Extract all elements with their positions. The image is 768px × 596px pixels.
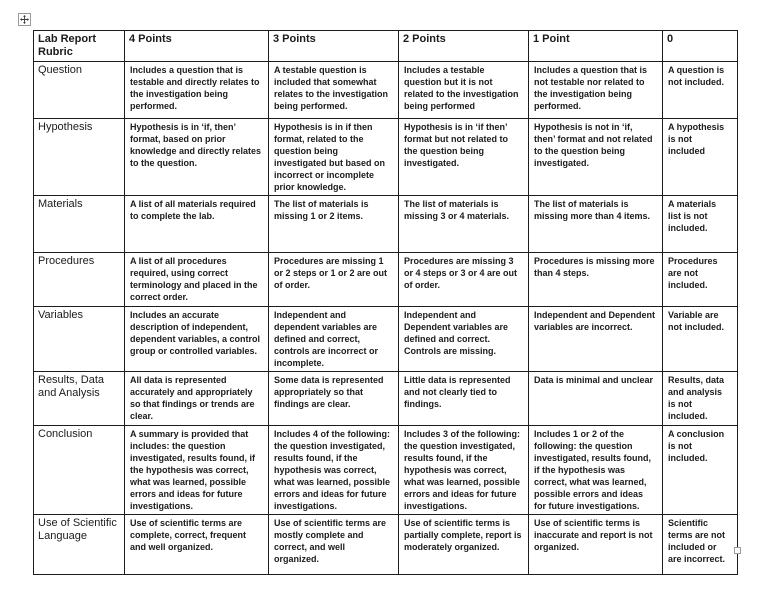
rubric-cell[interactable]: Hypothesis is in if then format, related to the question being investigated but based on incorrect or incomplete prior knowledge. (269, 119, 399, 196)
table-row (34, 515, 738, 575)
rubric-cell[interactable]: Includes 1 or 2 of the following: the question investigated, results found, if the hypothesis was correct, what was learned, possible errors and ideas for future investigations. (529, 426, 663, 515)
rubric-cell[interactable]: Little data is represented and not clearly tied to findings. (399, 372, 529, 426)
rubric-cell[interactable]: Hypothesis is not in ‘if, then’ format and not related to the question being investigated. (529, 119, 663, 196)
rubric-cell[interactable]: Scientific terms are not included or are incorrect. (663, 515, 738, 575)
row-label-materials[interactable]: Materials (34, 196, 125, 253)
table-row (34, 62, 738, 119)
header-4-points[interactable]: 4 Points (125, 31, 269, 62)
rubric-cell[interactable]: All data is represented accurately and appropriately so that findings or trends are clear. (125, 372, 269, 426)
rubric-cell[interactable]: Some data is represented appropriately so that findings are clear. (269, 372, 399, 426)
move-table-icon (20, 15, 29, 24)
table-row (34, 307, 738, 372)
table-row (34, 372, 738, 426)
rubric-cell[interactable]: A hypothesis is not included (663, 119, 738, 196)
header-3-points[interactable]: 3 Points (269, 31, 399, 62)
rubric-cell[interactable]: Procedures are not included. (663, 253, 738, 307)
row-label-results-data-analysis[interactable]: Results, Data and Analysis (34, 372, 125, 426)
rubric-cell[interactable]: Procedures are missing 1 or 2 steps or 1 or 2 are out of order. (269, 253, 399, 307)
rubric-cell[interactable]: Results, data and analysis is not included. (663, 372, 738, 426)
rubric-cell[interactable]: Includes 3 of the following: the question investigated, results found, if the hypothesis was correct, what was learned, possible errors and ideas for future investigations. (399, 426, 529, 515)
table-row (34, 426, 738, 515)
table-row (34, 253, 738, 307)
table-row (34, 196, 738, 253)
rubric-cell[interactable]: Use of scientific terms are mostly complete and correct, and well organized. (269, 515, 399, 575)
rubric-cell[interactable]: Use of scientific terms are complete, correct, frequent and well organized. (125, 515, 269, 575)
rubric-cell[interactable]: Includes 4 of the following: the question investigated, results found, if the hypothesis was correct, what was learned, possible errors and ideas for future investigations. (269, 426, 399, 515)
table-resize-handle[interactable] (734, 547, 741, 554)
rubric-cell[interactable]: A testable question is included that somewhat relates to the investigation being performed. (269, 62, 399, 119)
table-row (34, 119, 738, 196)
lab-report-rubric-table (33, 30, 738, 575)
row-label-question[interactable]: Question (34, 62, 125, 119)
rubric-cell[interactable]: Independent and dependent variables are defined and correct, controls are incorrect or incomplete. (269, 307, 399, 372)
rubric-cell[interactable]: Includes an accurate description of independent, dependent variables, a control group or controlled variables. (125, 307, 269, 372)
header-0-points[interactable]: 0 (663, 31, 738, 62)
table-move-handle[interactable] (18, 13, 31, 26)
rubric-cell[interactable]: Hypothesis is in ‘if, then’ format, based on prior knowledge and directly relates to the question. (125, 119, 269, 196)
row-label-procedures[interactable]: Procedures (34, 253, 125, 307)
row-label-hypothesis[interactable]: Hypothesis (34, 119, 125, 196)
rubric-cell[interactable]: A materials list is not included. (663, 196, 738, 253)
header-1-point[interactable]: 1 Point (529, 31, 663, 62)
rubric-cell[interactable]: Procedures are missing 3 or 4 steps or 3 or 4 are out of order. (399, 253, 529, 307)
rubric-cell[interactable]: Use of scientific terms is inaccurate and report is not organized. (529, 515, 663, 575)
rubric-cell[interactable]: Includes a testable question but it is not related to the investigation being performed (399, 62, 529, 119)
rubric-cell[interactable]: Independent and Dependent variables are defined and correct. Controls are missing. (399, 307, 529, 372)
rubric-cell[interactable]: Use of scientific terms is partially complete, report is moderately organized. (399, 515, 529, 575)
row-label-variables[interactable]: Variables (34, 307, 125, 372)
header-row (34, 31, 738, 62)
rubric-cell[interactable]: A summary is provided that includes: the question investigated, results found, if the hypothesis was correct, what was learned, possible errors and ideas for future investigations. (125, 426, 269, 515)
rubric-cell[interactable]: A list of all procedures required, using correct terminology and placed in the correct order. (125, 253, 269, 307)
rubric-cell[interactable]: Independent and Dependent variables are incorrect. (529, 307, 663, 372)
rubric-cell[interactable]: The list of materials is missing more than 4 items. (529, 196, 663, 253)
header-2-points[interactable]: 2 Points (399, 31, 529, 62)
rubric-cell[interactable]: Includes a question that is not testable nor related to the investigation being performed. (529, 62, 663, 119)
row-label-scientific-language[interactable]: Use of Scientific Language (34, 515, 125, 575)
rubric-cell[interactable]: The list of materials is missing 1 or 2 items. (269, 196, 399, 253)
header-rubric-title[interactable]: Lab Report Rubric (34, 31, 125, 62)
rubric-cell[interactable]: Procedures is missing more than 4 steps. (529, 253, 663, 307)
rubric-cell[interactable]: Variable are not included. (663, 307, 738, 372)
rubric-cell[interactable]: A conclusion is not included. (663, 426, 738, 515)
rubric-cell[interactable]: A list of all materials required to complete the lab. (125, 196, 269, 253)
rubric-cell[interactable]: Data is minimal and unclear (529, 372, 663, 426)
rubric-cell[interactable]: A question is not included. (663, 62, 738, 119)
rubric-cell[interactable]: Includes a question that is testable and directly relates to the investigation being performed. (125, 62, 269, 119)
row-label-conclusion[interactable]: Conclusion (34, 426, 125, 515)
rubric-cell[interactable]: The list of materials is missing 3 or 4 materials. (399, 196, 529, 253)
rubric-cell[interactable]: Hypothesis is in ‘if then’ format but not related to the question being investigated. (399, 119, 529, 196)
